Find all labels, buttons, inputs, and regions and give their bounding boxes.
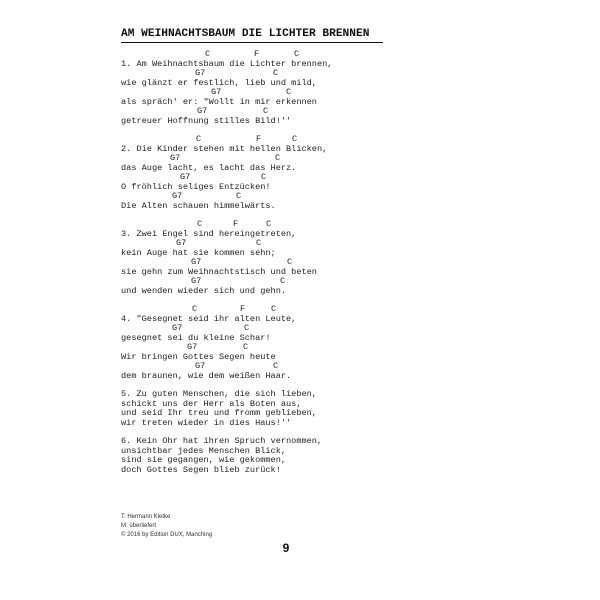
chord: G7 xyxy=(180,172,191,182)
chord: C xyxy=(263,106,269,116)
lyricist-credit: T: Hermann Kletke xyxy=(121,514,171,520)
lyric-line: 5. Zu guten Menschen, die sich lieben, xyxy=(121,389,317,399)
stanza-1 xyxy=(121,50,421,126)
chord: F xyxy=(256,134,262,144)
chord: C xyxy=(266,219,272,229)
chord: C xyxy=(256,238,262,248)
chord: C xyxy=(273,361,279,371)
stanza-4 xyxy=(121,305,421,381)
chord: F xyxy=(254,49,260,59)
chord: C xyxy=(275,153,281,163)
chord: G7 xyxy=(170,153,181,163)
lyric-line: 6. Kein Ohr hat ihren Spruch vernommen, xyxy=(121,436,323,446)
chord: C xyxy=(196,134,202,144)
lyric-line: dem braunen, wie dem weißen Haar. xyxy=(121,370,292,381)
chord: G7 xyxy=(195,361,206,371)
page-number: 9 xyxy=(282,541,290,555)
lyric-line: schickt uns der Herr als Boten aus, xyxy=(121,398,302,409)
chord: C xyxy=(294,49,300,59)
chord: C xyxy=(292,134,298,144)
credits xyxy=(121,513,212,540)
lyric-line: wir treten wieder in dies Haus!'' xyxy=(121,417,292,428)
lyric-line: wie glänzt er festlich, lieb und mild, xyxy=(121,77,317,88)
chord: C xyxy=(273,68,279,78)
chord: C xyxy=(205,49,211,59)
chord: G7 xyxy=(172,191,183,201)
chord: C xyxy=(287,257,293,267)
lyric-line: O fröhlich seliges Entzücken! xyxy=(121,181,271,192)
lyric-line: und seid Ihr treu und fromm geblieben, xyxy=(121,408,317,418)
chord: G7 xyxy=(195,68,206,78)
lyric-line: unsichtbar jedes Menschen Blick, xyxy=(121,445,287,456)
lyric-line: 4. "Gesegnet seid ihr alten Leute, xyxy=(121,313,297,324)
lyric-line: als spräch' er: "Wollt in mir erkennen xyxy=(121,96,317,107)
lyric-line: 3. Zwei Engel sind hereingetreten, xyxy=(121,228,297,239)
song-title: AM WEIHNACHTSBAUM DIE LICHTER BRENNEN xyxy=(121,28,370,40)
lyric-line: Wir bringen Gottes Segen heute xyxy=(121,351,276,362)
lyric-line: Die Alten schauen himmelwärts. xyxy=(121,200,276,211)
chord: G7 xyxy=(191,276,202,286)
chord: G7 xyxy=(191,257,202,267)
lyric-line: sind sie gegangen, wie gekommen, xyxy=(121,455,287,465)
chord: C xyxy=(271,304,277,314)
stanza-3 xyxy=(121,220,421,296)
lyric-line: doch Gottes Segen blieb zurück! xyxy=(121,464,281,475)
lyric-line: 1. Am Weihnachtsbaum die Lichter brennen, xyxy=(121,58,333,69)
chord: C xyxy=(286,87,292,97)
chord: C xyxy=(280,276,286,286)
chord: G7 xyxy=(211,87,222,97)
lyric-line: sie gehn zum Weihnachtstisch und beten xyxy=(121,266,317,277)
chord: C xyxy=(243,342,249,352)
lyric-line: getreuer Hoffnung stilles Bild!'' xyxy=(121,115,292,126)
chord: G7 xyxy=(172,323,183,333)
chord: G7 xyxy=(197,106,208,116)
chord: C xyxy=(261,172,267,182)
lyric-line: gesegnet sei du kleine Schar! xyxy=(121,332,271,343)
song-body xyxy=(121,50,421,475)
stanza-5 xyxy=(121,390,421,428)
chord: C xyxy=(244,323,250,333)
chord: G7 xyxy=(176,238,187,248)
music-credit: M: überliefert xyxy=(121,523,157,529)
lyric-line: kein Auge hat sie kommen sehn; xyxy=(121,247,276,258)
chord: C xyxy=(197,219,203,229)
chord: F xyxy=(240,304,246,314)
stanza-2 xyxy=(121,135,421,211)
stanza-6 xyxy=(121,437,421,475)
chord: C xyxy=(236,191,242,201)
chord: C xyxy=(192,304,198,314)
copyright-notice: © 2016 by Edition DUX, Manching xyxy=(121,532,213,538)
chord: F xyxy=(233,219,239,229)
lyric-line: und wenden wieder sich und gehn. xyxy=(121,285,287,296)
lyric-line: 2. Die Kinder stehen mit hellen Blicken, xyxy=(121,143,328,154)
chord: G7 xyxy=(187,342,198,352)
title-underline xyxy=(121,42,383,43)
lyric-line: das Auge lacht, es lacht das Herz. xyxy=(121,162,297,173)
